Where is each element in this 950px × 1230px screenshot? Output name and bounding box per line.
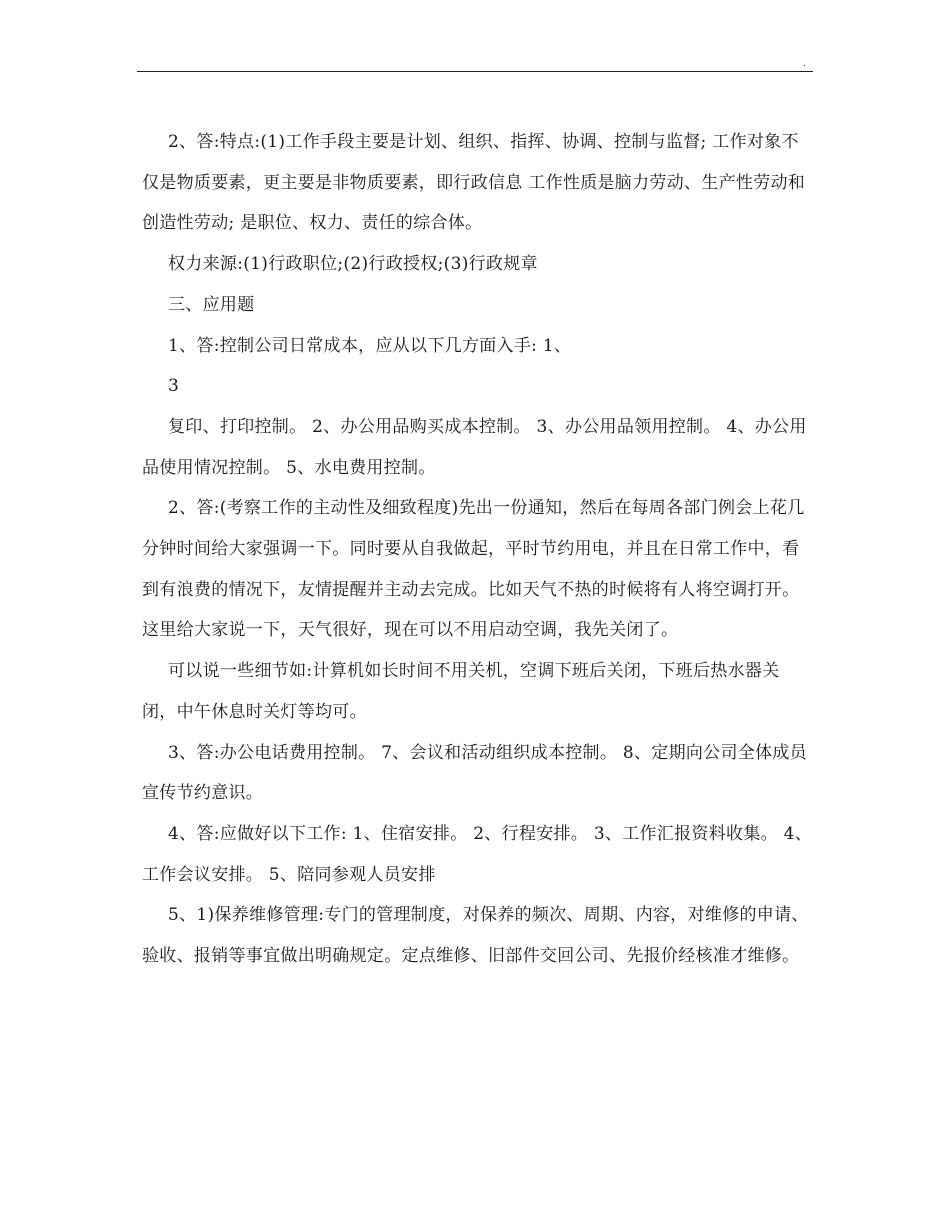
- header-rule: [137, 71, 813, 72]
- paragraph-answer-1-intro: 1、答:控制公司日常成本，应从以下几方面入手: 1、: [168, 335, 572, 356]
- paragraph-answer-2: 2、答:(考察工作的主动性及细致程度)先出一份通知，然后在每周各部门例会上花几分钟时间给大家强调一下。同时要从自我做起，平时节约用电，并且在日常工作中，看到有浪费的情况下，友情提醒并主动去完成。比如天气不热的时候将有人将空调打开。这里给大家说一下，天气很好，现在可以不用启动空调，我先关闭了。: [142, 498, 805, 641]
- paragraph-answer-3: 3、答:办公电话费用控制。 7、会议和活动组织成本控制。 8、定期向公司全体成员宣传节约意识。: [142, 742, 807, 804]
- section-heading-applied-questions: 三、应用题: [168, 294, 255, 315]
- paragraph-power-sources: 权力来源:(1)行政职位;(2)行政授权;(3)行政规章: [168, 254, 538, 275]
- paragraph-details: 可以说一些细节如:计算机如长时间不用关机，空调下班后关闭，下班后热水器关闭，中午休息时关灯等均可。: [142, 661, 780, 722]
- document-body: [142, 122, 814, 977]
- paragraph-answer-2-characteristics: 2、答:特点:(1)工作手段主要是计划、组织、指挥、协调、控制与监督; 工作对象不仅是物质要素，更主要是非物质要素，即行政信息 工作性质是脑力劳动、生产性劳动和创造性劳动; 是职位、权力、责任的综合体。: [142, 132, 806, 234]
- header-mark: .: [803, 58, 806, 69]
- paragraph-answer-5: 5、1)保养维修管理:专门的管理制度，对保养的频次、周期、内容，对维修的申请、验收、报销等事宜做出明确规定。定点维修、旧部件交回公司、先报价经核准才维修。: [142, 905, 809, 967]
- paragraph-answer-1-items: 复印、打印控制。 2、办公用品购买成本控制。 3、办公用品领用控制。 4、办公用品使用情况控制。 5、水电费用控制。: [142, 416, 807, 478]
- paragraph-answer-4: 4、答:应做好以下工作: 1、住宿安排。 2、行程安排。 3、工作汇报资料收集。 4、工作会议安排。 5、陪同参观人员安排: [142, 823, 813, 885]
- page-number-fragment: 3: [168, 376, 180, 397]
